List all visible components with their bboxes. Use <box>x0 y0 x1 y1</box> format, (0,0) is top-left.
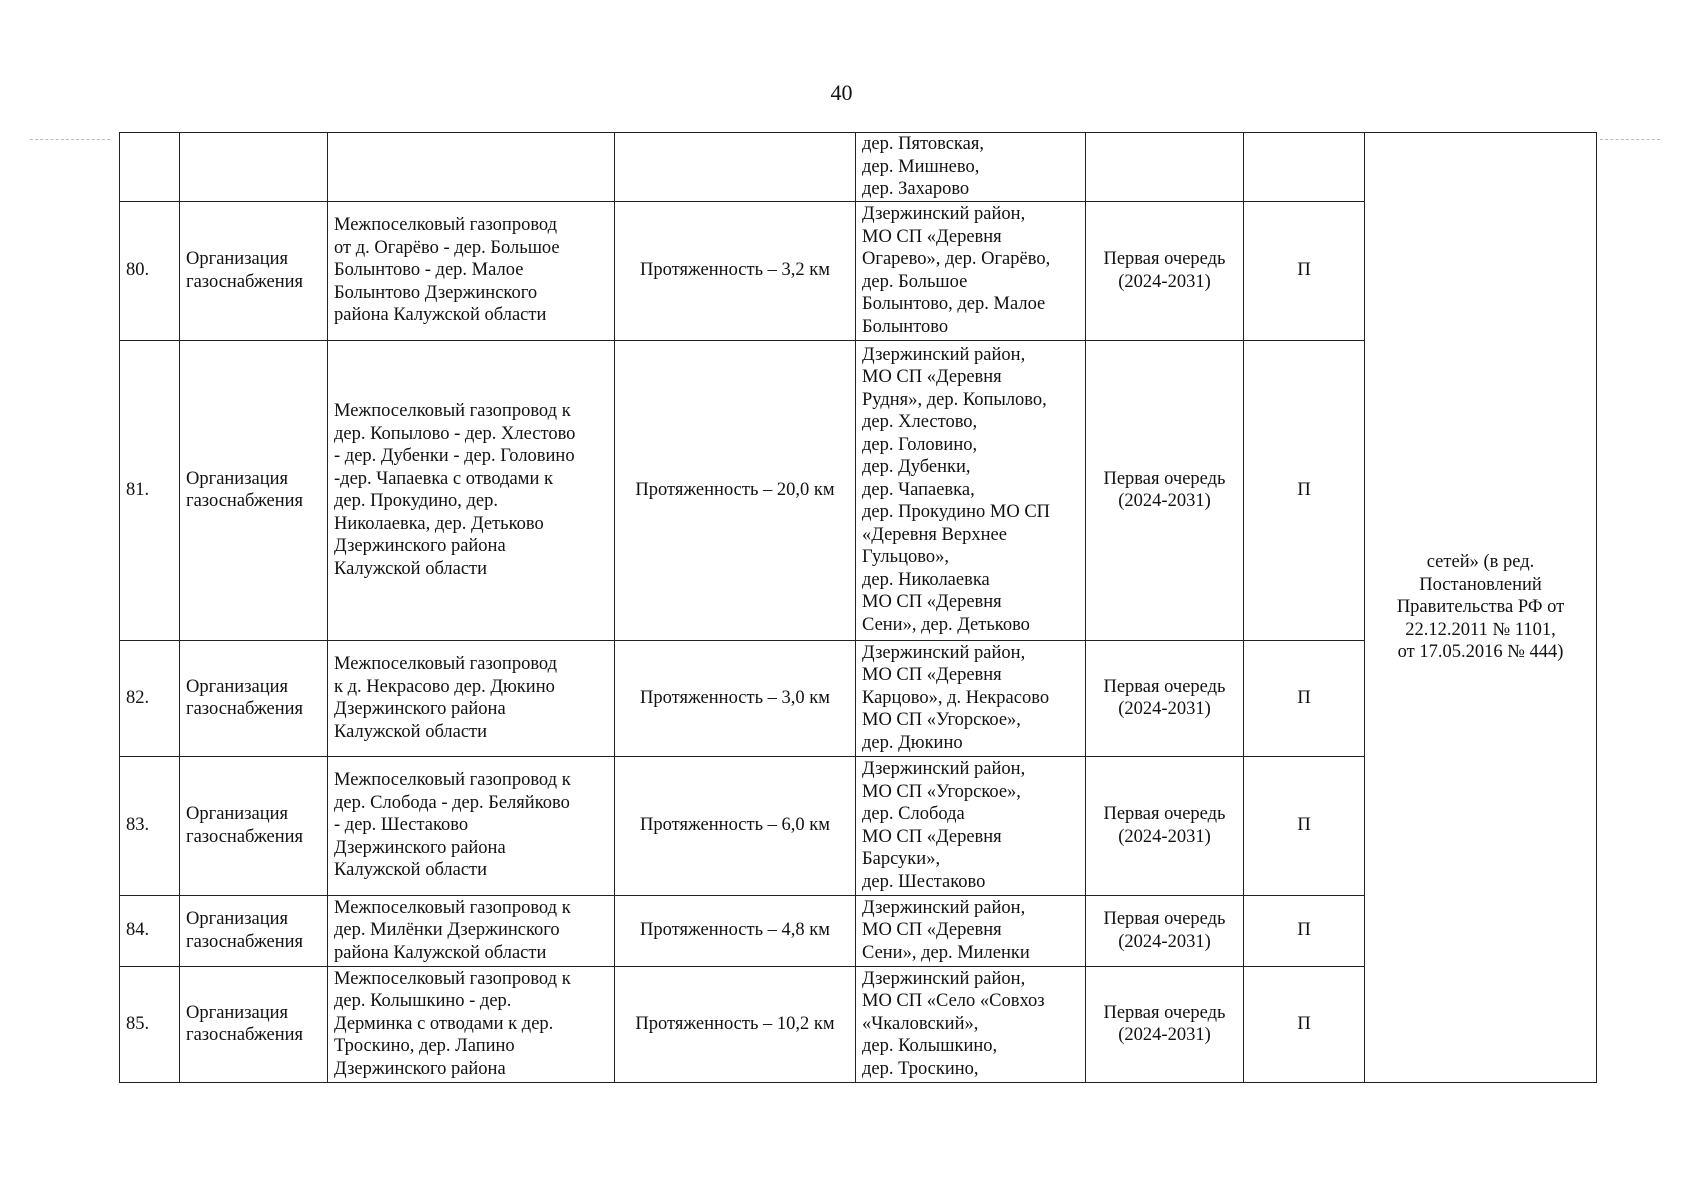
location-line: дер. Головино, <box>862 434 978 455</box>
basis-line: от 17.05.2016 № 444) <box>1397 642 1564 662</box>
name-cell <box>328 966 615 1082</box>
name-line: к д. Некрасово дер. Дюкино <box>334 676 555 697</box>
type-line: Организация <box>186 909 289 929</box>
row-number: 85. <box>120 966 180 1082</box>
type-line: газоснабжения <box>186 1025 304 1045</box>
name-line: Межпоселковый газопровод к <box>334 968 571 989</box>
status-cell: П <box>1244 201 1365 340</box>
location-line: МО СП «Деревня <box>862 592 1002 613</box>
location-line: Дзержинский район, <box>862 968 1026 989</box>
name-line: дер. Колышкино - дер. <box>334 991 512 1012</box>
stage-cell <box>1086 133 1244 202</box>
stage-cell <box>1086 340 1244 640</box>
stage-line: (2024-2031) <box>1118 699 1211 719</box>
location-line: дер. Дубенки, <box>862 457 971 478</box>
location-cell <box>856 756 1086 895</box>
name-line: Дзержинского района <box>334 536 506 556</box>
stage-cell <box>1086 640 1244 756</box>
name-line: Троскино, дер. Лапино <box>334 1036 515 1057</box>
name-line: Николаевка, дер. Детьково <box>334 513 544 534</box>
location-line: дер. Большое <box>862 271 968 292</box>
stage-line: Первая очередь <box>1103 909 1226 929</box>
name-cell <box>328 756 615 895</box>
location-line: дер. Пятовская, <box>862 134 984 154</box>
stage-cell <box>1086 201 1244 340</box>
name-line: Межпоселковый газопровод к <box>334 770 571 791</box>
name-line: Калужской области <box>334 860 488 881</box>
name-line: Межпоселковый газопровод <box>334 215 558 236</box>
location-cell <box>856 133 1086 202</box>
location-line: МО СП «Деревня <box>862 826 1002 847</box>
name-line: района Калужской области <box>334 305 547 326</box>
location-line: дер. Мишнево, <box>862 156 980 177</box>
gas-supply-plan-table <box>119 132 1597 1083</box>
stage-line: Первая очередь <box>1103 468 1226 489</box>
type-cell <box>180 756 328 895</box>
stage-line: Первая очередь <box>1103 249 1226 269</box>
location-line: дер. Чапаевка, <box>862 479 975 500</box>
name-line: Межпоселковый газопровод <box>334 654 558 674</box>
location-line: МО СП «Угорское», <box>862 781 1021 802</box>
basis-line: Правительства РФ от <box>1396 597 1565 617</box>
type-cell <box>180 133 328 202</box>
param-cell <box>615 133 856 202</box>
length-cell: Протяженность – 3,2 км <box>615 201 856 340</box>
type-cell <box>180 340 328 640</box>
name-line: - дер. Дубенки - дер. Головино <box>334 446 575 466</box>
row-number: 81. <box>120 340 180 640</box>
name-line: Калужской области <box>334 558 488 579</box>
location-line: Огарево», дер. Огарёво, <box>862 249 1051 269</box>
length-cell: Протяженность – 6,0 км <box>615 756 856 895</box>
location-line: дер. Слобода <box>862 804 965 824</box>
name-line: дер. Прокудино, дер. <box>334 491 499 511</box>
location-line: МО СП «Деревня <box>862 665 1002 686</box>
status-cell: П <box>1244 640 1365 756</box>
name-cell <box>328 640 615 756</box>
location-cell <box>856 640 1086 756</box>
location-line: Гульцово», <box>862 547 949 568</box>
name-line: дер. Милёнки Дзержинского <box>334 920 560 941</box>
scan-artifact-right <box>1600 139 1660 141</box>
location-line: дер. Захарово <box>862 179 970 199</box>
location-line: «Чкаловский», <box>862 1013 979 1034</box>
status-cell: П <box>1244 340 1365 640</box>
stage-line: (2024-2031) <box>1118 931 1211 952</box>
location-line: Сени», дер. Миленки <box>862 942 1030 963</box>
name-line: - дер. Шестаково <box>334 815 469 836</box>
status-cell: П <box>1244 895 1365 966</box>
stage-line: Первая очередь <box>1103 1002 1226 1023</box>
name-cell <box>328 133 615 202</box>
location-line: Сени», дер. Детьково <box>862 614 1030 635</box>
type-line: газоснабжения <box>186 699 304 719</box>
type-line: газоснабжения <box>186 931 304 952</box>
stage-line: (2024-2031) <box>1118 271 1211 292</box>
name-line: Болынтово - дер. Малое <box>334 260 524 281</box>
status-cell: П <box>1244 756 1365 895</box>
location-line: МО СП «Село «Совхоз <box>862 991 1045 1012</box>
type-line: Организация <box>186 249 289 269</box>
location-line: МО СП «Деревня <box>862 367 1002 388</box>
type-cell <box>180 640 328 756</box>
length-cell: Протяженность – 10,2 км <box>615 966 856 1082</box>
location-line: дер. Хлестово, <box>862 412 978 433</box>
name-line: района Калужской области <box>334 942 547 963</box>
row-number: 83. <box>120 756 180 895</box>
stage-line: (2024-2031) <box>1118 1025 1211 1045</box>
name-line: дер. Копылово - дер. Хлестово <box>334 423 576 444</box>
basis-line: Постановлений <box>1419 574 1542 595</box>
location-line: Дзержинский район, <box>862 344 1026 365</box>
location-line: Болынтово, дер. Малое <box>862 294 1046 314</box>
location-cell <box>856 966 1086 1082</box>
scan-artifact-left <box>30 139 110 141</box>
row-number: 82. <box>120 640 180 756</box>
stage-cell <box>1086 895 1244 966</box>
location-line: дер. Дюкино <box>862 732 963 753</box>
basis-line: сетей» (в ред. <box>1426 552 1535 572</box>
location-cell <box>856 340 1086 640</box>
status-cell <box>1244 133 1365 202</box>
location-line: Дзержинский район, <box>862 759 1026 779</box>
name-line: -дер. Чапаевка с отводами к <box>334 468 553 489</box>
stage-cell <box>1086 756 1244 895</box>
name-cell <box>328 340 615 640</box>
stage-line: Первая очередь <box>1103 676 1226 697</box>
length-cell: Протяженность – 4,8 км <box>615 895 856 966</box>
name-cell <box>328 201 615 340</box>
location-line: дер. Колышкино, <box>862 1036 998 1057</box>
type-line: Организация <box>186 804 289 824</box>
location-cell <box>856 895 1086 966</box>
location-cell <box>856 201 1086 340</box>
location-line: МО СП «Деревня <box>862 226 1002 247</box>
location-line: МО СП «Угорское», <box>862 710 1021 731</box>
name-line: Межпоселковый газопровод к <box>334 401 571 421</box>
location-line: дер. Шестаково <box>862 871 986 892</box>
name-line: Болынтово Дзержинского <box>334 282 538 303</box>
name-line: Дзержинского района <box>334 1058 506 1079</box>
name-line: Межпоселковый газопровод к <box>334 897 571 918</box>
type-line: Организация <box>186 1002 289 1023</box>
row-number: 80. <box>120 201 180 340</box>
stage-line: (2024-2031) <box>1118 826 1211 847</box>
table-row-continuation <box>120 133 1597 202</box>
name-line: Калужской области <box>334 721 488 742</box>
name-line: Дзержинского района <box>334 699 506 719</box>
num-cell <box>120 133 180 202</box>
type-cell <box>180 966 328 1082</box>
length-cell: Протяженность – 20,0 км <box>615 340 856 640</box>
location-line: Дзержинский район, <box>862 642 1026 663</box>
page-number: 40 <box>830 80 853 105</box>
location-line: дер. Николаевка <box>862 569 990 590</box>
location-line: Рудня», дер. Копылово, <box>862 389 1047 410</box>
type-cell <box>180 201 328 340</box>
stage-cell <box>1086 966 1244 1082</box>
location-line: дер. Троскино, <box>862 1058 979 1079</box>
type-line: газоснабжения <box>186 826 304 847</box>
location-line: Болынтово <box>862 316 949 337</box>
length-cell: Протяженность – 3,0 км <box>615 640 856 756</box>
location-line: Дзержинский район, <box>862 897 1026 918</box>
type-line: газоснабжения <box>186 271 304 292</box>
type-cell <box>180 895 328 966</box>
location-line: «Деревня Верхнее <box>862 524 1007 545</box>
location-line: Барсуки», <box>862 849 941 869</box>
row-number: 84. <box>120 895 180 966</box>
location-line: Дзержинский район, <box>862 204 1026 224</box>
stage-line: Первая очередь <box>1103 804 1226 824</box>
status-cell: П <box>1244 966 1365 1082</box>
name-line: от д. Огарёво - дер. Большое <box>334 237 560 258</box>
name-line: дер. Слобода - дер. Беляйково <box>334 792 570 813</box>
basis-cell <box>1365 133 1597 1083</box>
location-line: МО СП «Деревня <box>862 920 1002 941</box>
type-line: газоснабжения <box>186 491 304 511</box>
type-line: Организация <box>186 676 289 697</box>
type-line: Организация <box>186 468 289 489</box>
location-line: дер. Прокудино МО СП <box>862 502 1051 523</box>
name-line: Дзержинского района <box>334 837 506 858</box>
location-line: Карцово», д. Некрасово <box>862 687 1050 708</box>
stage-line: (2024-2031) <box>1118 491 1211 511</box>
basis-line: 22.12.2011 № 1101, <box>1405 619 1556 640</box>
name-line: Дерминка с отводами к дер. <box>334 1013 554 1034</box>
name-cell <box>328 895 615 966</box>
